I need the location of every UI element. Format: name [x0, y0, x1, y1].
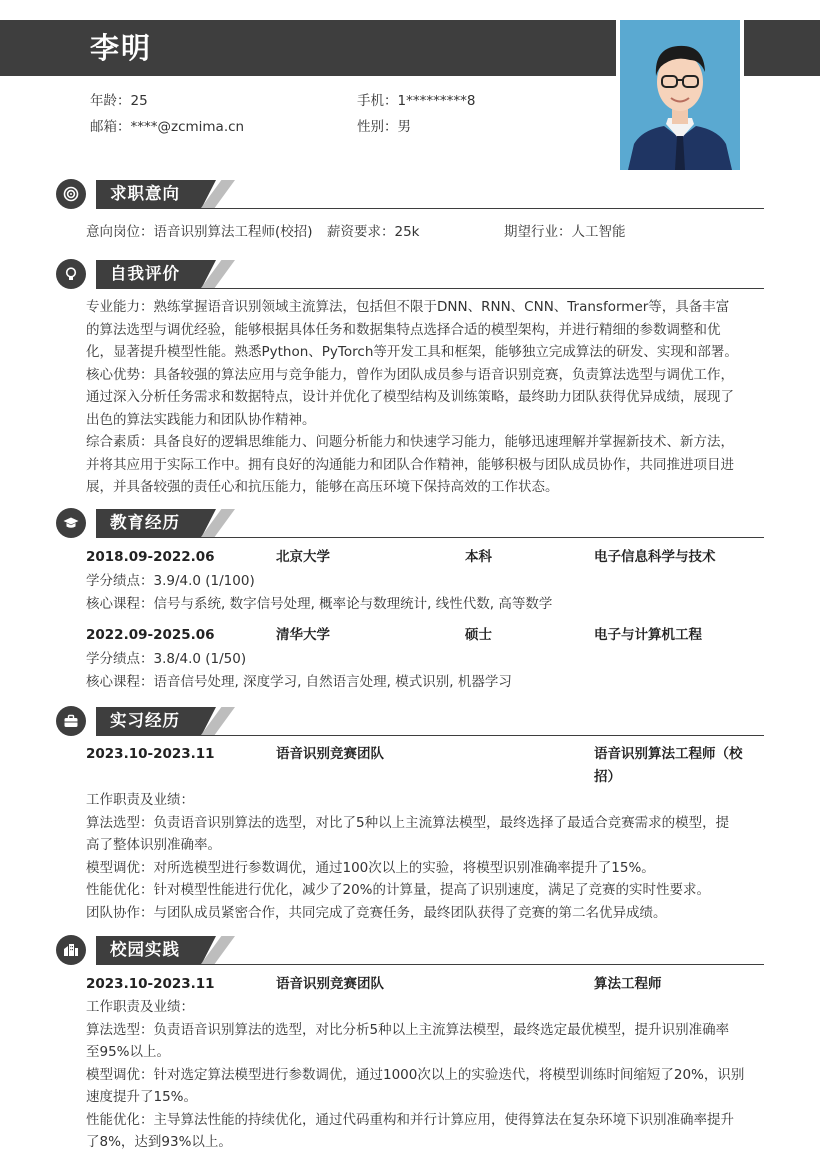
intent-salary: 薪资要求：25k — [327, 224, 420, 240]
building-icon — [56, 935, 86, 965]
section-title: 自我评价 — [110, 264, 180, 283]
edu-courses: 核心课程：语音信号处理, 深度学习, 自然语言处理, 模式识别, 机器学习 — [86, 673, 512, 690]
intern-date: 2023.10-2023.11 — [86, 746, 215, 762]
text-line: 化，显著提升模型性能。熟悉Python、PyTorch等开发工具和框架，能够独立完成算法的研发、实现和部署。 — [86, 344, 738, 360]
intern-role: 语音识别算法工程师（校 — [594, 746, 743, 762]
profile-photo — [620, 20, 740, 170]
text-line: 出色的算法实践能力和团队协作精神。 — [86, 411, 316, 428]
text-line: 通过深入分析任务需求和数据特点，设计并优化了模型结构及训练策略，最终助力团队获得优异成绩，展现了 — [86, 389, 734, 405]
text-line: 速度提升了15%。 — [86, 1089, 198, 1105]
section-title: 教育经历 — [110, 513, 180, 532]
section-title: 校园实践 — [110, 940, 180, 959]
target-icon — [56, 179, 86, 209]
lightbulb-icon — [56, 259, 86, 289]
text-line: 工作职责及业绩： — [86, 999, 194, 1015]
text-line: 模型调优：针对选定算法模型进行参数调优，通过1000次以上的实验迭代，将模型训练时间缩短了20%，识别 — [86, 1066, 745, 1083]
edu-degree: 硕士 — [465, 627, 492, 643]
text-line: 至95%以上。 — [86, 1044, 171, 1060]
edu-degree: 本科 — [465, 549, 492, 565]
self-evaluation — [86, 296, 766, 499]
text-line: 算法选型：负责语音识别算法的选型，对比了5种以上主流算法模型，最终选择了最适合竞赛需求的模型，提 — [86, 814, 730, 831]
intent-position: 意向岗位：语音识别算法工程师(校招) — [86, 224, 313, 240]
edu-major: 电子信息科学与技术 — [594, 549, 716, 565]
text-line: 模型调优：对所选模型进行参数调优，通过100次以上的实验，将模型识别准确率提升了15%。 — [86, 859, 655, 876]
text-line: 性能优化：主导算法性能的持续优化，通过代码重构和并行计算应用，使得算法在复杂环境下识别准确率提升 — [86, 1111, 734, 1128]
text-line: 核心优势：具备较强的算法应用与竞争能力，曾作为团队成员参与语音识别竞赛，负责算法选型与调优工作， — [86, 366, 734, 383]
edu-gpa: 学分绩点：3.9/4.0 (1/100) — [86, 573, 255, 589]
campus-entry — [86, 973, 766, 995]
section-title: 实习经历 — [110, 711, 180, 730]
text-line: 了8%，达到93%以上。 — [86, 1134, 232, 1150]
briefcase-icon — [56, 706, 86, 736]
section-title: 求职意向 — [110, 184, 180, 203]
education-entry-1 — [86, 546, 766, 568]
edu-school: 清华大学 — [276, 627, 330, 643]
edu-date: 2018.09-2022.06 — [86, 549, 215, 565]
text-line: 专业能力：熟练掌握语音识别领域主流算法，包括但不限于DNN、RNN、CNN、Transformer等，具备丰富 — [86, 299, 730, 315]
phone-field: 手机：1*********8 — [357, 93, 476, 109]
text-line: 团队协作：与团队成员紧密合作，共同完成了竞赛任务，最终团队获得了竞赛的第二名优异成绩。 — [86, 904, 667, 921]
edu-school: 北京大学 — [276, 549, 330, 565]
text-line: 高了整体识别准确率。 — [86, 837, 221, 853]
education-entry-2 — [86, 624, 766, 646]
text-line: 并将其应用于实际工作中。拥有良好的沟通能力和团队合作精神，能够积极与团队成员协作，共同推进项目进 — [86, 456, 734, 473]
text-line: 算法选型：负责语音识别算法的选型，对比分析5种以上主流算法模型，最终选定最优模型，提升识别准确率 — [86, 1021, 730, 1038]
intern-role-cont: 招） — [594, 769, 621, 785]
edu-date: 2022.09-2025.06 — [86, 627, 215, 643]
internship-entry — [86, 743, 766, 765]
intern-org: 语音识别竞赛团队 — [276, 746, 384, 762]
text-line: 的算法选型与调优经验，能够根据具体任务和数据集特点选择合适的模型架构，并进行精细的参数调整和优 — [86, 321, 721, 338]
text-line: 性能优化：针对模型性能进行优化，减少了20%的计算量，提高了识别速度，满足了竞赛的实时性要求。 — [86, 882, 711, 898]
section-header-campus — [56, 935, 764, 967]
internship-details — [86, 789, 766, 924]
section-header-self — [56, 259, 764, 291]
campus-date: 2023.10-2023.11 — [86, 976, 215, 992]
edu-courses: 核心课程：信号与系统, 数字信号处理, 概率论与数理统计, 线性代数, 高等数学 — [86, 595, 553, 612]
intent-row — [86, 221, 766, 243]
text-line: 展，并具备较强的责任心和抗压能力，能够在高压环境下保持高效的工作状态。 — [86, 479, 559, 495]
section-header-education — [56, 508, 764, 540]
section-header-internship — [56, 706, 764, 738]
text-line: 综合素质：具备良好的逻辑思维能力、问题分析能力和快速学习能力，能够迅速理解并掌握新技术、新方法， — [86, 434, 734, 450]
campus-org: 语音识别竞赛团队 — [276, 976, 384, 992]
age-field: 年龄：25 — [90, 93, 148, 109]
edu-gpa: 学分绩点：3.8/4.0 (1/50) — [86, 651, 247, 667]
gender-field: 性别：男 — [357, 119, 411, 135]
graduation-cap-icon — [56, 508, 86, 538]
campus-role: 算法工程师 — [594, 976, 662, 992]
email-field: 邮箱：****@zcmima.cn — [90, 119, 245, 135]
intent-industry: 期望行业：人工智能 — [504, 224, 626, 240]
section-header-intent — [56, 179, 764, 211]
edu-major: 电子与计算机工程 — [594, 627, 702, 643]
text-line: 工作职责及业绩： — [86, 792, 194, 808]
campus-details — [86, 996, 766, 1154]
candidate-name: 李明 — [90, 31, 153, 65]
